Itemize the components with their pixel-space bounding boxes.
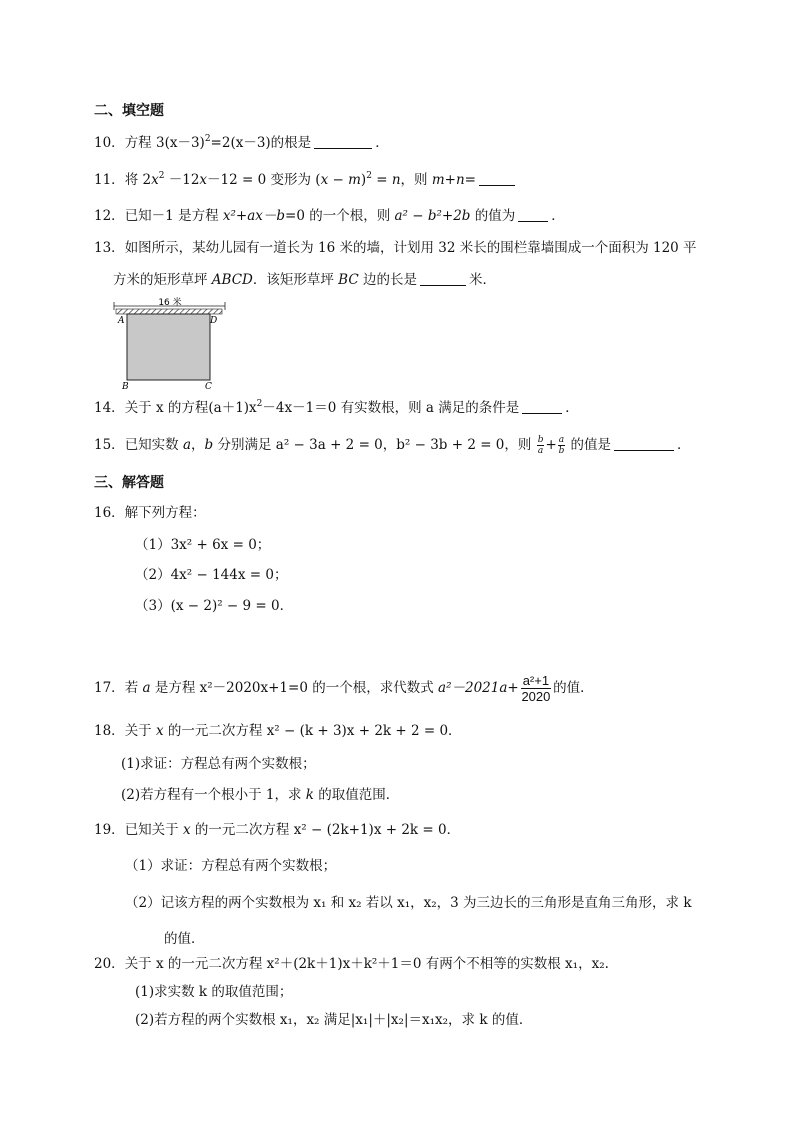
section-title-answer: 三、解答题 (94, 475, 164, 491)
answer-blank[interactable] (314, 134, 372, 149)
question-16-part-3: （3）(x − 2)² − 9 = 0． (135, 598, 294, 614)
question-16-part-2: （2）4x² − 144x = 0； (135, 567, 288, 583)
answer-blank[interactable] (518, 207, 548, 222)
question-13-line2: 方米的矩形草坪 ABCD．该矩形草坪 BC 边的长是 米． (113, 272, 496, 288)
question-19-part-2-cont: 的值． (164, 931, 205, 947)
rectangle-lawn-figure (112, 296, 232, 390)
question-20-part-1: (1)求实数 k 的取值范围； (135, 984, 293, 1000)
answer-blank[interactable] (479, 171, 515, 186)
question-16: 16．解下列方程： (94, 505, 206, 521)
question-15: 15．已知实数 a，b 分别满足 a² − 3a + 2 = 0，b² − 3b + 2 = 0，则 $\frac{b}{a}$ + $\frac{a}{b}$ 的值是 ． (94, 435, 691, 456)
question-14: 14．关于 x 的方程$(a+1)x^2-4x-1=0$ 有实数根，则 a 满足的条件是 ． (94, 399, 579, 416)
question-19: 19．已知关于 x 的一元二次方程 x² − (2k+1)x + 2k = 0． (94, 822, 461, 838)
question-16-part-1: （1）3x² + 6x = 0； (135, 537, 271, 553)
wall-length-label: 16 米 (158, 298, 182, 308)
answer-blank[interactable] (420, 271, 466, 286)
question-20-part-2: (2)若方程的两个实数根 x₁，x₂ 满足|x₁|＋|x₂|＝x₁x₂，求 k 的值． (135, 1012, 533, 1028)
answer-blank[interactable] (522, 399, 562, 414)
vertex-label-b: B (122, 382, 129, 390)
question-12: 12．已知－1 是方程 x²+ax－b=0 的一个根，则 a² − b²+2b 的值为 ． (94, 208, 565, 224)
vertex-label-c: C (205, 382, 212, 390)
question-19-part-2: （2）记该方程的两个实数根为 x₁ 和 x₂ 若以 x₁，x₂，3 为三边长的三角形是直角三角形，求 k (125, 895, 692, 911)
question-10: 10．方程 $3(x-3)^2=2(x-3)$的根是 ． (94, 134, 389, 151)
question-17: 17．若 a 是方程 x²－2020x+1=0 的一个根，求代数式 a²－2021a+ $\frac{\text{a²+1}}{2020}$ 的值． (94, 673, 594, 704)
question-20: 20．关于 x 的一元二次方程 x²＋(2k＋1)x＋k²＋1＝0 有两个不相等的实数根 x₁，x₂. (94, 956, 609, 972)
question-13: 13．如图所示，某幼儿园有一道长为 16 米的墙，计划用 32 米长的围栏靠墙围成一个面积为 120 平 (94, 240, 697, 256)
lawn-rectangle (127, 314, 210, 380)
question-18: 18．关于 x 的一元二次方程 x² − (k + 3)x + 2k + 2 = 0． (94, 723, 462, 739)
vertex-label-d: D (210, 316, 218, 326)
question-19-part-1: （1）求证：方程总有两个实数根； (125, 858, 337, 874)
vertex-label-a: A (118, 316, 125, 326)
wall (116, 309, 222, 314)
section-title-fill: 二、填空题 (94, 103, 164, 119)
question-18-part-1: (1)求证：方程总有两个实数根； (121, 756, 316, 772)
answer-blank[interactable] (614, 436, 674, 451)
question-11: 11．将 $2x^2 -12x-12 = 0$ 变形为 $(x - m)^2 = n$，则 m+n= (94, 170, 518, 190)
question-18-part-2: (2)若方程有一个根小于 1，求 k 的取值范围． (121, 787, 400, 803)
